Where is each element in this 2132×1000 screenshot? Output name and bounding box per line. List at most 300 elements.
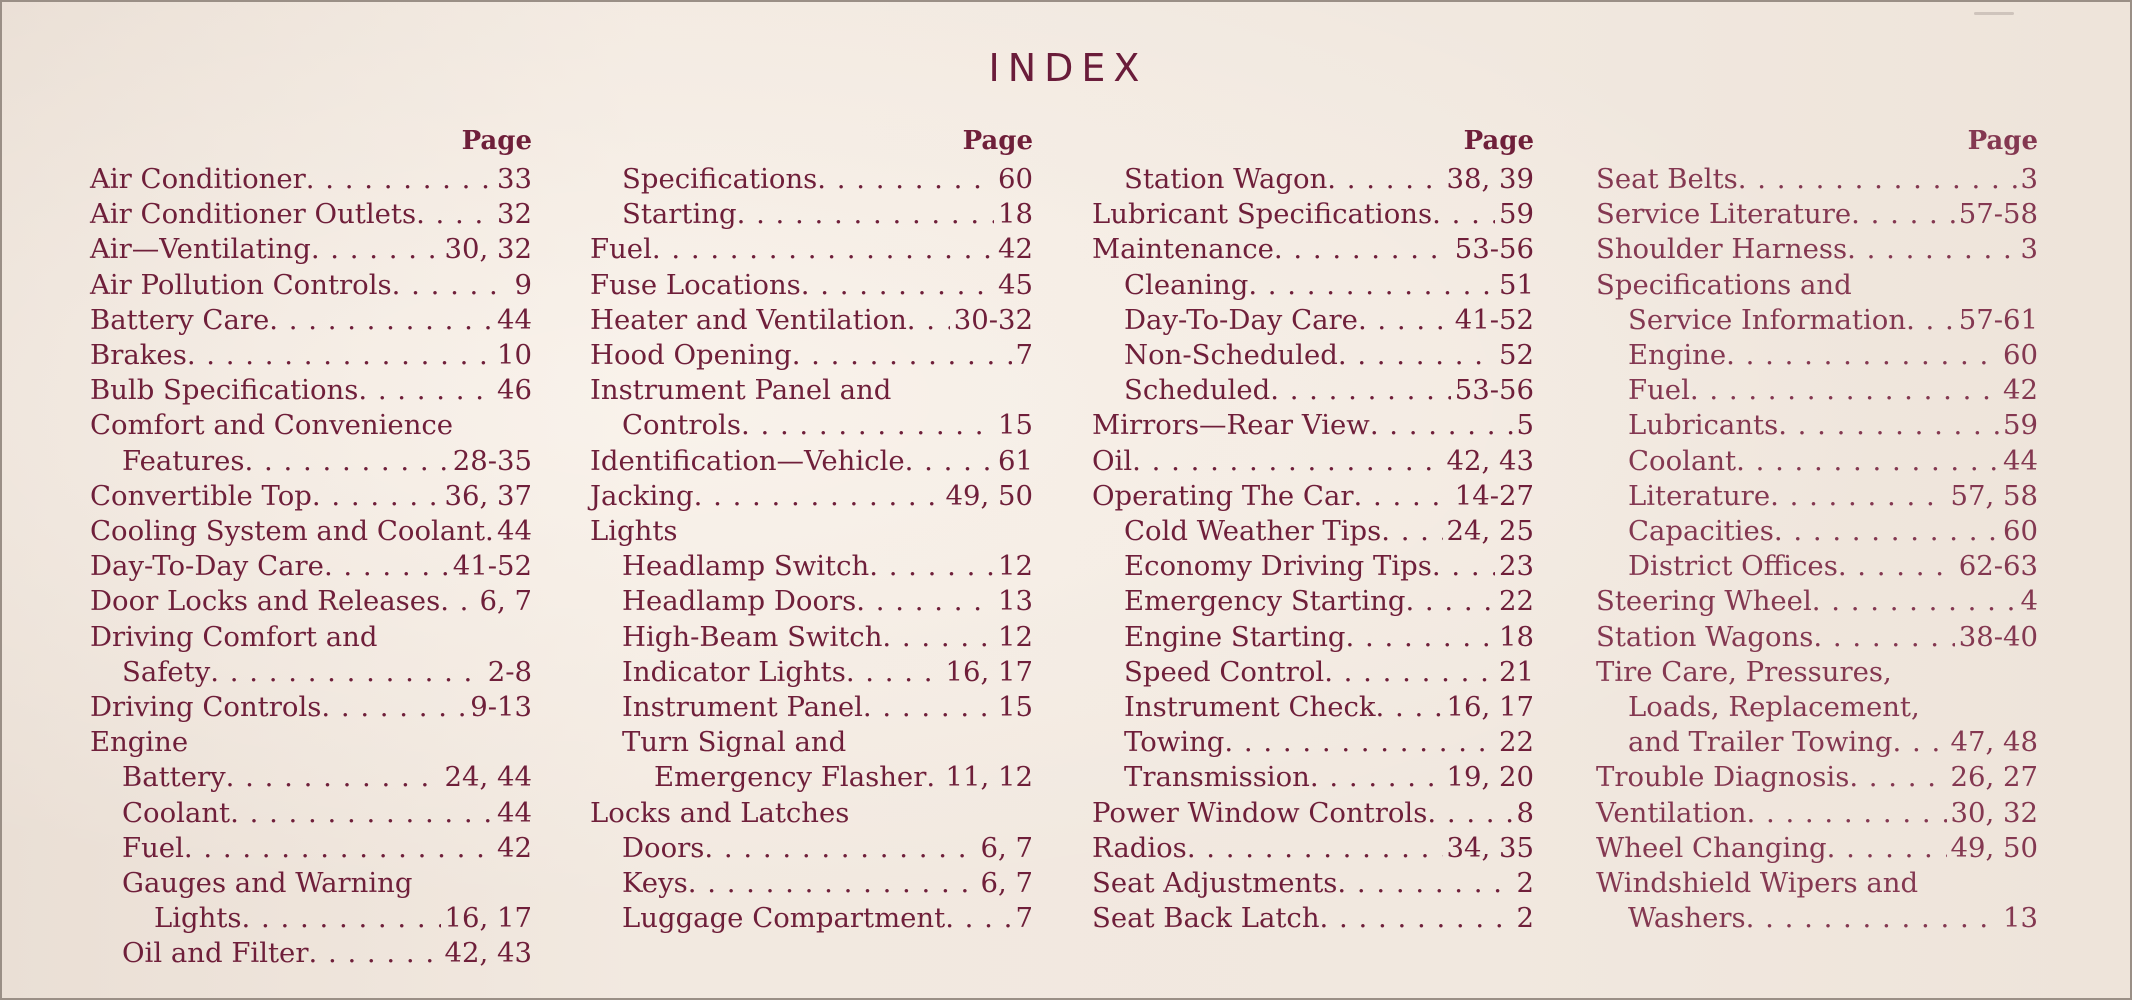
index-entry (1596, 197, 2038, 232)
dot-leader (1187, 831, 1443, 866)
dot-leader (485, 514, 493, 549)
index-entry-label: Washers (1628, 902, 1746, 935)
dot-leader (1726, 338, 1999, 373)
index-entry-page: 24, 44 (444, 761, 532, 794)
dot-leader (1746, 796, 1946, 831)
index-entry (1596, 901, 2038, 936)
index-subheading: Tire Care, Pressures, (1596, 655, 1892, 688)
index-entry-page: 2 (1516, 902, 1534, 935)
index-entry-label: Lubricants (1628, 409, 1779, 442)
index-entry-label: Emergency Starting (1124, 585, 1406, 618)
index-entry-label: Literature (1628, 479, 1771, 512)
index-entry-label: Day-To-Day Care (90, 550, 324, 583)
index-entry-label: Capacities (1628, 515, 1774, 548)
dot-leader (1320, 901, 1513, 936)
index-entry (1092, 866, 1534, 901)
index-entry (1092, 373, 1534, 408)
index-entry-label: Convertible Top (90, 479, 312, 512)
index-entry (590, 549, 1033, 584)
dot-leader (882, 620, 994, 655)
index-entry-label: Fuel (122, 831, 184, 864)
index-entry (1596, 444, 2038, 479)
dot-leader (269, 303, 493, 338)
index-entry-page: 47, 48 (1950, 726, 2038, 759)
index-entry-label: Luggage Compartment (622, 902, 946, 935)
dot-leader (245, 444, 449, 479)
index-entry-label: Driving Controls (90, 691, 322, 724)
index-entry (1596, 549, 2038, 584)
index-entry (1596, 620, 2038, 655)
index-entry-page: 15 (998, 691, 1033, 724)
index-entry-page: 57-58 (1958, 198, 2038, 231)
index-entry-page: 42 (2003, 374, 2038, 407)
index-entry-page: 5 (1516, 409, 1534, 442)
index-entry-page: 51 (1499, 268, 1534, 301)
index-entry-label: Air Conditioner (90, 163, 306, 195)
dot-leader (1847, 232, 2016, 267)
index-entry (1092, 655, 1534, 690)
index-entry (1092, 725, 1534, 760)
index-entry (90, 796, 532, 831)
index-entry-label: High-Beam Switch (622, 620, 883, 653)
dot-leader (704, 831, 976, 866)
index-entry (590, 408, 1033, 443)
dot-leader (688, 866, 977, 901)
index-subheading: Instrument Panel and (590, 374, 892, 407)
dot-leader (308, 936, 440, 971)
index-entry-label: Towing (1124, 726, 1225, 759)
index-entry-page: 49, 50 (1950, 831, 2038, 864)
dot-leader (817, 162, 994, 197)
dot-leader (187, 338, 493, 373)
index-entry (90, 197, 532, 232)
dot-leader (242, 901, 441, 936)
index-entry (590, 866, 1033, 901)
index-entry-label: Power Window Controls (1092, 796, 1428, 829)
index-column-3 (1092, 124, 1534, 936)
dot-leader (792, 338, 1012, 373)
dot-leader (1770, 479, 1946, 514)
dot-leader (226, 760, 441, 795)
index-entry-page: 6, 7 (980, 831, 1033, 864)
index-entry-page: 2 (1516, 867, 1534, 900)
index-entry-page: 59 (1499, 198, 1534, 231)
dot-leader (416, 197, 493, 232)
index-entry-label: Economy Driving Tips (1124, 550, 1432, 583)
index-entry-label: Bulb Specifications (90, 374, 359, 407)
index-entry (1092, 620, 1534, 655)
index-entry-page: 41-52 (1454, 303, 1534, 336)
index-entry-page: 16, 17 (444, 902, 532, 935)
index-entry-label: Steering Wheel (1596, 585, 1812, 618)
page-column-heading: Page (1463, 126, 1534, 156)
index-entry-label: Jacking (590, 479, 694, 512)
index-entry (590, 584, 1033, 619)
index-entry-page: 6, 7 (479, 585, 532, 618)
index-entry-label: Oil and Filter (122, 937, 309, 970)
index-entry (590, 444, 1033, 479)
index-entry-label: Emergency Flasher (654, 761, 927, 794)
index-entry-label: Coolant (122, 796, 231, 829)
index-entry-page: 42 (497, 831, 532, 864)
index-entry-page: 60 (2003, 515, 2038, 548)
dot-leader (1358, 303, 1451, 338)
dot-leader (1405, 584, 1495, 619)
index-entry (90, 303, 532, 338)
dot-leader (846, 655, 942, 690)
dot-leader (869, 549, 994, 584)
index-entry-label: Fuse Locations (590, 268, 801, 301)
dot-leader (1736, 444, 1999, 479)
index-entry (90, 162, 532, 197)
index-entry (1092, 408, 1534, 443)
dot-leader (210, 655, 483, 690)
index-entry-label: Specifications (622, 163, 818, 195)
index-entry (1596, 584, 2038, 619)
index-entry-page: 53-56 (1454, 374, 1534, 407)
index-entry-label: Lubricant Specifications (1092, 198, 1433, 231)
index-entry (1092, 584, 1534, 619)
index-entry (1596, 373, 2038, 408)
dot-leader (1381, 514, 1442, 549)
index-subheading: Turn Signal and (622, 726, 847, 759)
index-entry-page: 60 (998, 163, 1033, 195)
index-entry (1092, 479, 1534, 514)
dot-leader (1224, 725, 1495, 760)
dot-leader (926, 760, 941, 795)
index-entry-page: 16, 17 (945, 655, 1033, 688)
dot-leader (652, 232, 994, 267)
dot-leader (1738, 162, 2017, 197)
index-entry-page: 36, 37 (444, 479, 532, 512)
index-entry-page: 30, 32 (444, 233, 532, 266)
index-entry (1092, 232, 1534, 267)
index-entry (1596, 725, 2038, 760)
dot-leader (1354, 479, 1451, 514)
index-entry-page: 14-27 (1454, 479, 1534, 512)
index-entry (590, 232, 1033, 267)
index-entry-label: Instrument Panel (622, 691, 863, 724)
index-entry-label: Hood Opening (590, 339, 792, 372)
index-entry-label: District Offices (1628, 550, 1838, 583)
index-entry-label: Instrument Check (1124, 691, 1376, 724)
dot-leader (1270, 373, 1451, 408)
index-entry (590, 338, 1033, 373)
index-entry-page: 24, 25 (1446, 515, 1534, 548)
index-entry (590, 901, 1033, 936)
dot-leader (1774, 514, 1999, 549)
dot-leader (312, 479, 441, 514)
index-entry-label: Wheel Changing (1596, 831, 1827, 864)
index-entry-page: 13 (2003, 902, 2038, 935)
page-title: INDEX (988, 46, 1148, 90)
index-entry-label: Ventilation (1596, 796, 1747, 829)
index-entry-label: Safety (122, 655, 211, 688)
index-entry-page: 6, 7 (980, 867, 1033, 900)
dot-leader (184, 831, 493, 866)
index-entry (1596, 760, 2038, 795)
index-entry-page: 34, 35 (1446, 831, 1534, 864)
dot-leader (1324, 655, 1495, 690)
index-entry-page: 15 (998, 409, 1033, 442)
index-list (1092, 162, 1534, 936)
index-entry-page: 26, 27 (1950, 761, 2038, 794)
index-entry (590, 162, 1033, 197)
index-entry-label: Transmission (1124, 761, 1310, 794)
index-entry (1596, 408, 2038, 443)
dot-leader (1327, 162, 1442, 197)
index-entry-label: Indicator Lights (622, 655, 846, 688)
index-entry (590, 831, 1033, 866)
index-entry (1092, 690, 1534, 725)
index-entry-page: 9 (514, 268, 532, 301)
index-entry-label: Shoulder Harness (1596, 233, 1848, 266)
dot-leader (311, 232, 441, 267)
index-list (90, 162, 532, 972)
index-list (1596, 162, 2038, 936)
index-entry (590, 620, 1033, 655)
index-entry (90, 760, 532, 795)
dot-leader (324, 549, 449, 584)
index-entry-label: Service Information (1628, 303, 1907, 336)
dot-leader (741, 408, 994, 443)
index-entry-page: 3 (2020, 233, 2038, 266)
index-entry-label: Air—Ventilating (90, 233, 311, 266)
index-entry-page: 16, 17 (1446, 691, 1534, 724)
dot-leader (1427, 796, 1512, 831)
index-entry-label: Non-Scheduled (1124, 339, 1338, 372)
index-entry (1092, 760, 1534, 795)
index-entry-page: 44 (497, 303, 532, 336)
dot-leader (1337, 866, 1512, 901)
dot-leader (1338, 338, 1495, 373)
index-entry (1092, 831, 1534, 866)
index-entry (90, 268, 532, 303)
index-entry (590, 197, 1033, 232)
index-entry-label: and Trailer Towing (1628, 726, 1893, 759)
index-entry-page: 30-32 (953, 303, 1033, 336)
index-entry-label: Station Wagons (1596, 620, 1814, 653)
dot-leader (863, 690, 994, 725)
index-entry (90, 655, 532, 690)
index-entry-page: 42 (998, 233, 1033, 266)
dot-leader (801, 268, 994, 303)
index-entry (90, 373, 532, 408)
dot-leader (1274, 232, 1451, 267)
index-subheading: Specifications and (1596, 268, 1852, 301)
index-entry-label: Keys (622, 867, 688, 900)
index-entry-page: 53-56 (1454, 233, 1534, 266)
dot-leader (1813, 620, 1954, 655)
index-entry (90, 338, 532, 373)
index-entry (1092, 901, 1534, 936)
dot-leader (1690, 373, 1999, 408)
dot-leader (1370, 408, 1513, 443)
index-entry-page: 57, 58 (1950, 479, 2038, 512)
index-entry (90, 901, 532, 936)
index-entry-page: 13 (998, 585, 1033, 618)
index-entry-label: Battery (122, 761, 226, 794)
index-column-2 (590, 124, 1033, 936)
index-entry-label: Seat Belts (1596, 163, 1738, 195)
index-entry (1092, 796, 1534, 831)
index-entry-page: 52 (1499, 339, 1534, 372)
page-column-heading: Page (962, 126, 1033, 156)
index-entry-page: 57-61 (1958, 303, 2038, 336)
index-entry-page: 4 (2020, 585, 2038, 618)
index-entry-label: Seat Back Latch (1092, 902, 1320, 935)
dot-leader (1838, 549, 1955, 584)
dot-leader (440, 584, 475, 619)
index-entry (1092, 268, 1534, 303)
index-entry (1596, 162, 2038, 197)
index-entry-page: 23 (1499, 550, 1534, 583)
index-entry-label: Service Literature (1596, 198, 1852, 231)
index-entry (90, 549, 532, 584)
dot-leader (856, 584, 994, 619)
page-column-heading: Page (461, 126, 532, 156)
index-entry-label: Engine (1628, 339, 1727, 372)
index-entry-label: Operating The Car (1092, 479, 1354, 512)
dot-leader (306, 162, 493, 197)
index-entry (1092, 444, 1534, 479)
index-entry-page: 60 (2003, 339, 2038, 372)
dot-leader (358, 373, 493, 408)
index-entry-page: 19, 20 (1446, 761, 1534, 794)
paper-mark (1974, 12, 2014, 15)
index-entry (1596, 514, 2038, 549)
index-subheading: Windshield Wipers and (1596, 867, 1919, 900)
index-entry (90, 444, 532, 479)
index-entry-label: Heater and Ventilation (590, 303, 907, 336)
index-entry-label: Cold Weather Tips (1124, 515, 1382, 548)
index-subheading: Loads, Replacement, (1628, 691, 1920, 724)
index-entry-page: 18 (1499, 620, 1534, 653)
index-entry (1596, 831, 2038, 866)
index-entry-label: Lights (154, 902, 242, 935)
index-entry-page: 45 (998, 268, 1033, 301)
index-entry-page: 49, 50 (945, 479, 1033, 512)
index-entry (90, 479, 532, 514)
dot-leader (1132, 444, 1442, 479)
index-entry-page: 59 (2003, 409, 2038, 442)
index-entry-page: 12 (998, 550, 1033, 583)
dot-leader (1376, 690, 1443, 725)
index-column-4 (1596, 124, 2038, 936)
dot-leader (737, 197, 994, 232)
index-entry-page: 44 (497, 796, 532, 829)
dot-leader (1851, 197, 1955, 232)
index-entry (1596, 338, 2038, 373)
index-entry (90, 514, 532, 549)
index-entry-label: Cooling System and Coolant (90, 515, 485, 548)
dot-leader (1746, 901, 1999, 936)
index-entry-label: Radios (1092, 831, 1187, 864)
index-entry-label: Trouble Diagnosis (1596, 761, 1850, 794)
index-entry-page: 18 (998, 198, 1033, 231)
index-entry-page: 32 (497, 198, 532, 231)
index-entry-page: 42, 43 (444, 937, 532, 970)
index-entry-page: 22 (1499, 726, 1534, 759)
index-subheading: Engine (90, 726, 189, 759)
index-subheading: Lights (590, 515, 678, 548)
index-entry-page: 7 (1015, 902, 1033, 935)
index-entry-label: Cleaning (1124, 268, 1249, 301)
dot-leader (945, 901, 1011, 936)
dot-leader (1778, 408, 1999, 443)
dot-leader (694, 479, 942, 514)
dot-leader (1849, 760, 1946, 795)
index-entry (90, 232, 532, 267)
index-entry-page: 30, 32 (1950, 796, 2038, 829)
index-entry-label: Engine Starting (1124, 620, 1346, 653)
index-entry (590, 760, 1033, 795)
index-entry-label: Identification—Vehicle (590, 444, 905, 477)
page-column-heading: Page (1967, 126, 2038, 156)
index-entry-label: Brakes (90, 339, 187, 372)
index-entry (1092, 303, 1534, 338)
index-entry-label: Station Wagon (1124, 163, 1328, 195)
index-entry-label: Starting (622, 198, 737, 231)
index-entry-label: Mirrors—Rear View (1092, 409, 1370, 442)
index-subheading: Locks and Latches (590, 796, 850, 829)
index-entry (90, 936, 532, 971)
index-entry-label: Day-To-Day Care (1124, 303, 1358, 336)
index-column-1 (90, 124, 532, 972)
index-list (590, 162, 1033, 936)
index-entry-label: Air Conditioner Outlets (90, 198, 417, 231)
index-entry-label: Coolant (1628, 444, 1737, 477)
index-entry (590, 655, 1033, 690)
index-entry-page: 46 (497, 374, 532, 407)
index-entry-page: 12 (998, 620, 1033, 653)
index-entry (90, 831, 532, 866)
index-entry-page: 28-35 (452, 444, 532, 477)
index-entry (1092, 162, 1534, 197)
index-entry-label: Oil (1092, 444, 1133, 477)
index-subheading: Gauges and Warning (122, 867, 413, 900)
dot-leader (907, 303, 950, 338)
index-entry-page: 33 (497, 163, 532, 195)
index-entry (590, 303, 1033, 338)
index-entry-page: 7 (1015, 339, 1033, 372)
index-entry-label: Features (122, 444, 245, 477)
index-entry (590, 690, 1033, 725)
index-entry-label: Headlamp Doors (622, 585, 857, 618)
index-entry (1092, 549, 1534, 584)
index-entry-label: Battery Care (90, 303, 270, 336)
index-entry (1596, 232, 2038, 267)
dot-leader (1827, 831, 1947, 866)
index-entry (90, 690, 532, 725)
dot-leader (1346, 620, 1495, 655)
index-entry-page: 8 (1516, 796, 1534, 829)
index-entry-page: 2-8 (487, 655, 532, 688)
index-entry-page: 3 (2020, 163, 2038, 195)
dot-leader (392, 268, 511, 303)
dot-leader (1906, 303, 1955, 338)
index-entry-label: Maintenance (1092, 233, 1274, 266)
index-entry-label: Fuel (1628, 374, 1690, 407)
index-entry-label: Doors (622, 831, 705, 864)
index-entry (1596, 303, 2038, 338)
index-entry (1092, 197, 1534, 232)
index-entry-page: 62-63 (1958, 550, 2038, 583)
index-entry-page: 21 (1499, 655, 1534, 688)
index-entry (1092, 338, 1534, 373)
index-entry-page: 22 (1499, 585, 1534, 618)
index-subheading: Driving Comfort and (90, 620, 378, 653)
